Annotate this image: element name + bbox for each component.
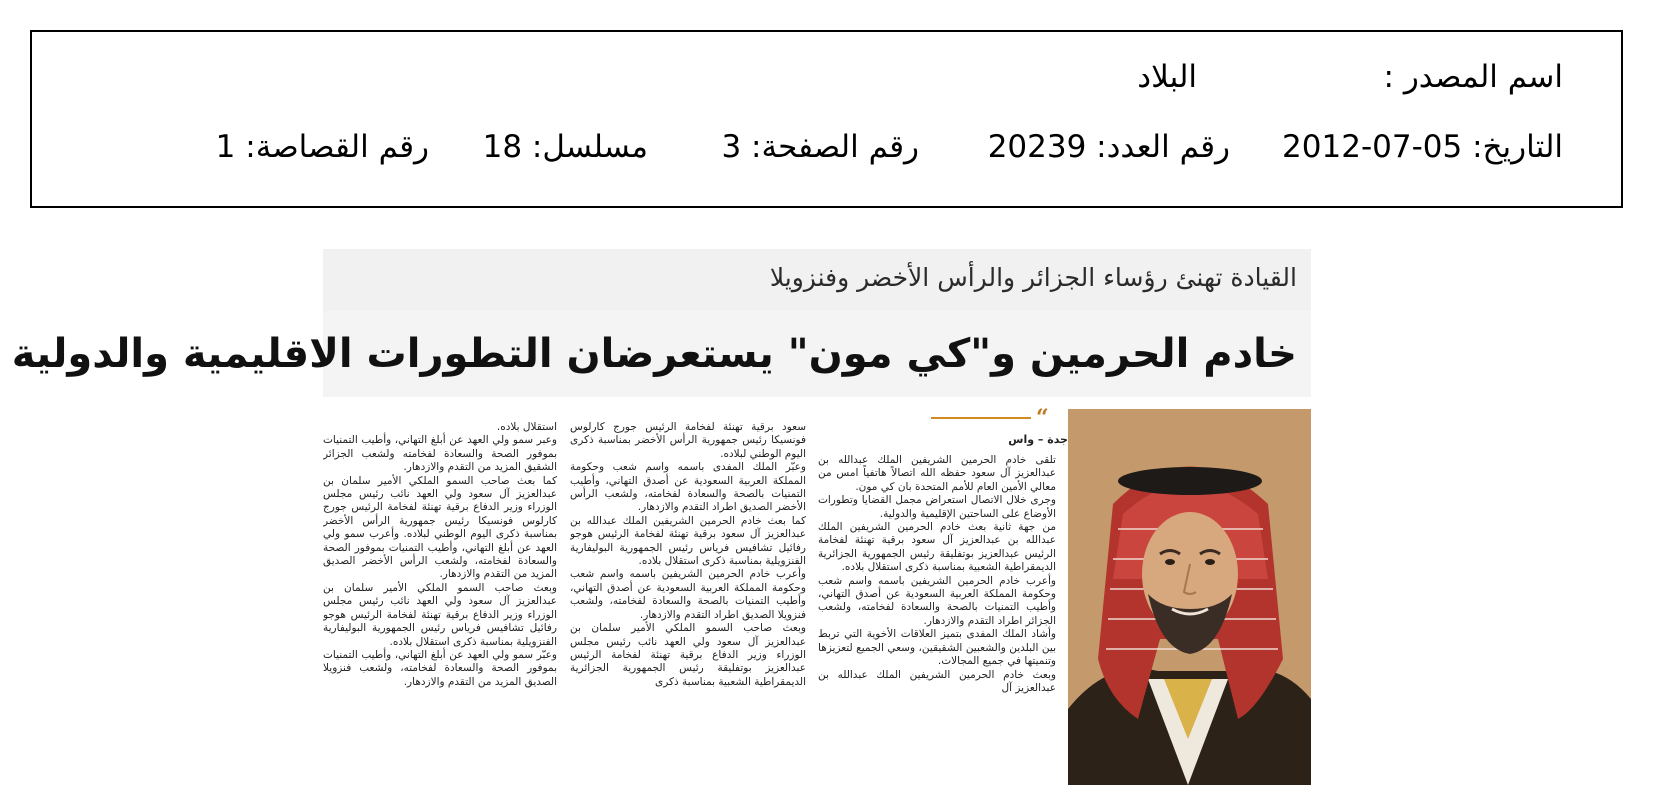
paragraph: وبعث صاحب السمو الملكي الأمير سلمان بن عبدالعزيز آل سعود ولي العهد نائب رئيس مجلس الوزراء وزير الدفاع برقية تهنئة لفخامة الرئيس عبدالعزيز بوتفليقة رئيس الجمهورية الجزائرية الديمقراطية الشعبية بمناسبة ذكرى xyxy=(570,622,806,688)
newspaper-clipping xyxy=(11,249,1323,796)
paragraph: كما بعث صاحب السمو الملكي الأمير سلمان بن عبدالعزيز آل سعود ولي العهد نائب رئيس مجلس الوزراء وزير الدفاع برقية تهنئة لفخامة الرئيس جورج كارلوس فونسيكا رئيس جمهورية الرأس الأخضر بمناسبة ذكرى اليوم الوطني لبلاده. وأعرب سمو ولي العهد عن أبلغ التهاني، وأطيب التمنيات بموفور الصحة والسعادة لفخامته، ولشعب الرأس الأخضر الصديق المزيد من التقدم والازدهار. xyxy=(323,474,557,581)
paragraph: استقلال بلاده. xyxy=(496,421,557,433)
portrait-photo xyxy=(1068,409,1311,785)
article-dateline: جدة – واس xyxy=(1008,433,1068,446)
portrait-illustration xyxy=(1068,409,1311,785)
article-column-left xyxy=(323,421,557,801)
article-headline xyxy=(11,311,1311,397)
serial-field: مسلسل: 18 xyxy=(482,129,648,165)
article-kicker xyxy=(323,249,1311,311)
article-column-middle xyxy=(570,421,806,801)
paragraph: كما بعث خادم الحرمين الشريفين الملك عبدالله بن عبدالعزيز آل سعود برقية تهنئة لفخامة الرئيس هوجو رفائيل تشافيس فرياس رئيس الجمهورية البوليفارية الفنزويلية بمناسبة ذكرى استقلال بلاده. xyxy=(570,514,806,568)
clipping-info-box xyxy=(30,30,1623,208)
paragraph: وعبّر سمو ولي العهد عن أبلغ التهاني، وأطيب التمنيات بموفور الصحة والسعادة لفخامته، ولشعب فنزويلا الصديق المزيد من التقدم والازدهار. xyxy=(323,648,557,688)
paragraph: وأشاد الملك المفدى بتميز العلاقات الأخوية التي تربط بين البلدين والشعبين الشقيقين، وسعي الجميع لتعزيزها وتنميتها في جميع المجالات. xyxy=(818,628,1056,668)
headline-text: خادم الحرمين و"كي مون" يستعرضان التطورات الاقليمية والدولية xyxy=(11,331,1297,377)
date-field: التاريخ: 05-07-2012 xyxy=(1282,129,1563,165)
clip-number-field: رقم القصاصة: 1 xyxy=(215,129,429,165)
paragraph: وعبر سمو ولي العهد عن أبلغ التهاني، وأطيب التمنيات بموفور الصحة والسعادة لفخامته ولشعب الجزائر الشقيق المزيد من التقدم والازدهار. xyxy=(323,434,557,474)
paragraph: وأعرب خادم الحرمين الشريفين باسمه واسم شعب وحكومة المملكة العربية السعودية عن أصدق التهاني، وأطيب التمنيات بالصحة والسعادة لفخامته، ولشعب فنزويلا الصديق اطراد التقدم والازدهار. xyxy=(570,568,806,621)
paragraph: وبعث خادم الحرمين الشريفين الملك عبدالله بن عبدالعزيز آل xyxy=(818,668,1056,694)
paragraph: تلقى خادم الحرمين الشريفين الملك عبدالله بن عبدالعزيز آل سعود حفظه الله اتصالاً هاتفياً امس من معالي الأمين العام للأمم المتحدة بان كي مون. xyxy=(818,454,1056,493)
paragraph: وعبّر الملك المفدى باسمه واسم شعب وحكومة المملكة العربية السعودية عن أصدق التهاني، وأطيب التمنيات بالصحة والسعادة لفخامته، ولشعب الرأس الأخضر الصديق اطراد التقدم والازدهار. xyxy=(570,461,806,514)
issue-number-field: رقم العدد: 20239 xyxy=(987,129,1230,165)
source-value: البلاد xyxy=(1137,59,1197,95)
article-column-right xyxy=(818,454,1056,789)
page-number-field: رقم الصفحة: 3 xyxy=(721,129,919,165)
decorative-rule xyxy=(931,417,1031,419)
quote-mark-icon: “ xyxy=(1036,405,1049,431)
source-label: اسم المصدر : xyxy=(1383,59,1563,95)
paragraph: وجرى خلال الاتصال استعراض مجمل القضايا وتطورات الأوضاع على الساحتين الإقليمية والدولية. xyxy=(818,494,1056,520)
kicker-text: القيادة تهنئ رؤساء الجزائر والرأس الأخضر وفنزويلا xyxy=(769,263,1297,292)
paragraph: وبعث صاحب السمو الملكي الأمير سلمان بن عبدالعزيز آل سعود ولي العهد نائب رئيس مجلس الوزراء وزير الدفاع برقية تهنئة لفخامة الرئيس هوجو رفائيل تشافيس فرياس رئيس الجمهورية البوليفارية الفنزويلية بمناسبة ذكرى استقلال بلاده. xyxy=(323,581,557,648)
paragraph: وأعرب خادم الحرمين الشريفين باسمه واسم شعب وحكومة المملكة العربية السعودية عن أصدق التهاني، وأطيب التمنيات بالصحة والسعادة لفخامته، ولشعب الجزائر اطراد التقدم والازدهار. xyxy=(818,574,1056,627)
paragraph: من جهة ثانية بعث خادم الحرمين الشريفين الملك عبدالله بن عبدالعزيز آل سعود برقية تهنئة لفخامة الرئيس عبدالعزيز بوتفليقة رئيس الجمهورية الجزائرية الديمقراطية الشعبية بمناسبة ذكرى استقلال بلاده. xyxy=(818,521,1056,574)
paragraph: سعود برقية تهنئة لفخامة الرئيس جورج كارلوس فونسيكا رئيس جمهورية الرأس الأخضر بمناسبة ذكرى اليوم الوطني لبلاده. xyxy=(570,421,806,460)
